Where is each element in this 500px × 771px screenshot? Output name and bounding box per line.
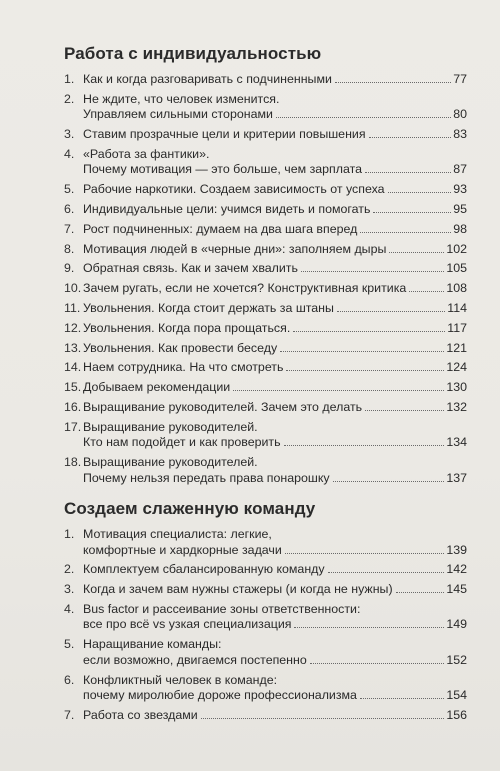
entry-title: если возможно, двигаемся постепенно bbox=[83, 652, 307, 667]
section-title: Создаем слаженную команду bbox=[64, 499, 316, 519]
entry-title: Увольнения. Когда пора прощаться. bbox=[83, 320, 291, 335]
toc-entry[interactable] bbox=[64, 242, 467, 258]
page-number: 117 bbox=[447, 320, 467, 335]
toc-entry[interactable] bbox=[64, 562, 467, 578]
page-number: 142 bbox=[446, 562, 467, 577]
toc-entry[interactable] bbox=[64, 72, 467, 88]
entry-title: Увольнения. Когда стоит держать за штаны bbox=[83, 300, 334, 315]
entry-title: Наем сотрудника. На что смотреть bbox=[83, 360, 284, 375]
entry-number: 6. bbox=[64, 201, 75, 216]
toc-entry[interactable] bbox=[64, 380, 467, 396]
entry-title: «Работа за фантики». bbox=[83, 146, 210, 161]
page-number: 95 bbox=[453, 201, 467, 216]
entry-title: Мотивация людей в «черные дни»: заполняем дыры bbox=[83, 241, 387, 256]
page-number: 105 bbox=[446, 261, 467, 276]
dot-leader bbox=[388, 192, 452, 193]
page-number: 152 bbox=[446, 652, 467, 667]
entry-title: Как и когда разговаривать с подчиненными bbox=[83, 72, 332, 86]
toc-entry[interactable] bbox=[64, 182, 467, 198]
table-of-contents bbox=[64, 44, 467, 728]
toc-entry[interactable] bbox=[64, 281, 467, 297]
entry-title: Обратная связь. Как и зачем хвалить bbox=[83, 261, 298, 276]
page-number: 156 bbox=[446, 707, 467, 722]
entry-title: Почему нельзя передать права понарошку bbox=[83, 470, 330, 485]
dot-leader bbox=[201, 718, 445, 719]
toc-entry[interactable] bbox=[64, 127, 467, 143]
entry-title: Не ждите, что человек изменится. bbox=[83, 91, 280, 106]
entry-number: 5. bbox=[64, 637, 75, 652]
toc-entry[interactable] bbox=[64, 602, 467, 633]
entry-title: Комплектуем сбалансированную команду bbox=[83, 562, 325, 577]
dot-leader bbox=[280, 351, 444, 352]
page-number: 93 bbox=[453, 182, 467, 197]
dot-leader bbox=[373, 212, 451, 213]
dot-leader bbox=[365, 172, 451, 173]
entry-title: Рост подчиненных: думаем на два шага вперед bbox=[83, 221, 358, 236]
dot-leader bbox=[365, 410, 444, 411]
page-number: 149 bbox=[446, 617, 467, 632]
entry-number: 14. bbox=[64, 360, 82, 375]
entry-number: 13. bbox=[64, 340, 82, 355]
entry-number: 5. bbox=[64, 182, 75, 197]
toc-entry[interactable] bbox=[64, 673, 467, 704]
entry-title: Почему мотивация — это больше, чем зарплата bbox=[83, 162, 363, 177]
dot-leader bbox=[285, 553, 445, 554]
entry-title: Ставим прозрачные цели и критерии повышения bbox=[83, 127, 366, 142]
entry-number: 3. bbox=[64, 582, 75, 597]
entry-title: Наращивание команды: bbox=[83, 637, 222, 652]
page-number: 83 bbox=[453, 127, 467, 142]
dot-leader bbox=[294, 627, 444, 628]
entry-title: Управляем сильными сторонами bbox=[83, 107, 273, 122]
entry-number: 15. bbox=[64, 380, 82, 395]
dot-leader bbox=[276, 117, 451, 118]
entry-title: Когда и зачем вам нужны стажеры (и когда не нужны) bbox=[83, 582, 393, 597]
page-number: 80 bbox=[453, 107, 467, 122]
page-number: 145 bbox=[446, 582, 467, 597]
entry-number: 18. bbox=[64, 455, 82, 470]
toc-entry[interactable] bbox=[64, 92, 467, 123]
entry-title: все про всё vs узкая специализация bbox=[83, 617, 292, 632]
toc-entry[interactable] bbox=[64, 582, 467, 598]
dot-leader bbox=[284, 445, 445, 446]
dot-leader bbox=[369, 137, 452, 138]
dot-leader bbox=[333, 481, 445, 482]
entry-title: Bus factor и рассеивание зоны ответственности: bbox=[83, 601, 361, 616]
toc-entry[interactable] bbox=[64, 420, 467, 451]
page-number: 102 bbox=[446, 241, 467, 256]
page-number: 130 bbox=[446, 380, 467, 395]
page-number: 87 bbox=[453, 162, 467, 177]
entry-title: Выращивание руководителей. bbox=[83, 455, 258, 470]
entry-title: почему миролюбие дороже профессионализма bbox=[83, 688, 357, 703]
dot-leader bbox=[389, 252, 444, 253]
entry-number: 1. bbox=[64, 527, 75, 542]
toc-entry[interactable] bbox=[64, 400, 467, 416]
entry-title: Выращивание руководителей. bbox=[83, 419, 258, 434]
toc-entry[interactable] bbox=[64, 341, 467, 357]
entry-title: Кто нам подойдет и как проверить bbox=[83, 435, 281, 450]
entry-title: Конфликтный человек в команде: bbox=[83, 672, 278, 687]
dot-leader bbox=[360, 698, 444, 699]
page-number: 77 bbox=[453, 72, 467, 86]
entry-number: 1. bbox=[64, 72, 75, 86]
toc-entry[interactable] bbox=[64, 527, 467, 558]
page-number: 114 bbox=[447, 300, 467, 315]
toc-entry[interactable] bbox=[64, 637, 467, 668]
entry-title: Работа со звездами bbox=[83, 707, 198, 722]
entry-title: Выращивание руководителей. Зачем это делать bbox=[83, 399, 363, 414]
entry-title: Мотивация специалиста: легкие, bbox=[83, 527, 272, 542]
page-number: 154 bbox=[446, 688, 467, 703]
entry-number: 12. bbox=[64, 320, 82, 335]
page-number: 134 bbox=[446, 435, 467, 450]
toc-entry[interactable] bbox=[64, 147, 467, 178]
toc-entry[interactable] bbox=[64, 222, 467, 238]
page-number: 124 bbox=[446, 360, 467, 375]
entry-number: 16. bbox=[64, 399, 82, 414]
entry-number: 6. bbox=[64, 672, 75, 687]
entry-number: 10. bbox=[64, 281, 82, 296]
dot-leader bbox=[396, 592, 445, 593]
entry-number: 8. bbox=[64, 241, 75, 256]
toc-entry[interactable] bbox=[64, 202, 467, 218]
entry-title: Добываем рекомендации bbox=[83, 380, 231, 395]
dot-leader bbox=[310, 663, 445, 664]
entry-number: 4. bbox=[64, 146, 75, 161]
dot-leader bbox=[328, 572, 445, 573]
entry-title: Зачем ругать, если не хочется? Конструктивная критика bbox=[83, 281, 407, 296]
entry-title: Увольнения. Как провести беседу bbox=[83, 340, 278, 355]
entry-title: Индивидуальные цели: учимся видеть и помогать bbox=[83, 201, 371, 216]
toc-entry[interactable] bbox=[64, 301, 467, 317]
page-number: 98 bbox=[453, 221, 467, 236]
toc-entry[interactable] bbox=[64, 360, 467, 376]
entry-number: 4. bbox=[64, 601, 75, 616]
dot-leader bbox=[337, 311, 445, 312]
toc-entry[interactable] bbox=[64, 708, 467, 724]
page-number: 139 bbox=[446, 542, 467, 557]
entry-title: комфортные и хардкорные задачи bbox=[83, 542, 282, 557]
page-number: 108 bbox=[446, 281, 467, 296]
dot-leader bbox=[286, 370, 444, 371]
dot-leader bbox=[301, 271, 444, 272]
page-number: 132 bbox=[446, 399, 467, 414]
section-title: Работа с индивидуальностью bbox=[64, 44, 322, 63]
toc-entry[interactable] bbox=[64, 455, 467, 486]
entry-number: 7. bbox=[64, 707, 75, 722]
entry-number: 7. bbox=[64, 221, 75, 236]
dot-leader bbox=[409, 291, 444, 292]
entry-number: 2. bbox=[64, 91, 75, 106]
entry-title: Рабочие наркотики. Создаем зависимость от успеха bbox=[83, 182, 385, 197]
toc-entry[interactable] bbox=[64, 261, 467, 277]
entry-number: 17. bbox=[64, 419, 82, 434]
dot-leader bbox=[335, 82, 451, 83]
dot-leader bbox=[293, 331, 445, 332]
entry-number: 11. bbox=[64, 300, 81, 315]
dot-leader bbox=[233, 390, 444, 391]
page-number: 121 bbox=[446, 340, 467, 355]
entry-number: 3. bbox=[64, 127, 75, 142]
page-number: 137 bbox=[446, 470, 467, 485]
dot-leader bbox=[360, 232, 451, 233]
entry-number: 9. bbox=[64, 261, 75, 276]
toc-entry[interactable] bbox=[64, 321, 467, 337]
entry-number: 2. bbox=[64, 562, 75, 577]
